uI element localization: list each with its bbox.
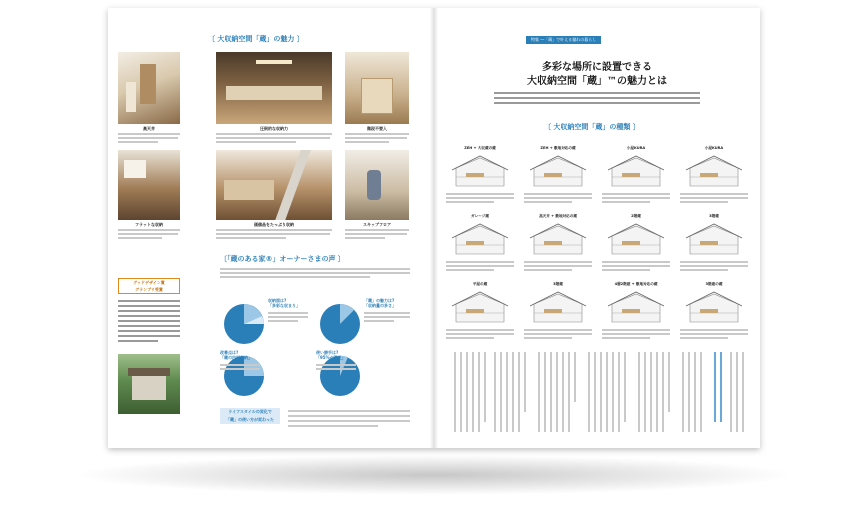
house-type-label: 2階蔵 [631,214,641,218]
pie-2 [320,304,360,344]
page-shadow [70,455,797,495]
photo-no-stairs [345,52,409,124]
pie-question-1: 収納面は? 「多彩な収まり」 [268,298,300,308]
house-illustration [524,220,592,258]
pie-4 [320,356,360,396]
photo-skip-floor [345,150,409,220]
pie-question-2: 「蔵」の魅力は? 「収納量の多さ」 [364,298,396,308]
caption-5: 価値品をたっぷり収納 [254,222,294,227]
house-illustration [602,152,670,190]
left-section-title: 〔 大収納空間「蔵」の魅力 〕 [208,35,304,43]
lifestyle-box: ライフスタイルの変化で 「蔵」の使い方が変わった [220,408,280,424]
owners-voice-title: 〔「蔵のある家®」オーナーさまの声 〕 [220,255,345,263]
house-illustration [446,288,514,326]
house-illustration [602,288,670,326]
caption-2: 圧倒的な収納力 [260,126,288,131]
house-type-label: ガレージ蔵 [471,214,489,218]
caption-4: フラットな収納 [135,222,163,227]
house-type-label: ZEH + 敷地対応の蔵 [540,146,576,150]
house-illustration [524,288,592,326]
pie-question-4: 使い勝手は? 「95%が満足」 [316,350,346,360]
house-type-label: 高天井 + 敷地対応の蔵 [539,214,577,218]
feature-tag: 特集 ―「蔵」で叶える憧れの暮らし [526,36,601,44]
house-illustration [446,152,514,190]
house-type-label: 3階蔵 [553,282,563,286]
house-type-label: 3階蔵 [709,214,719,218]
house-type-label: 4層2階建 + 敷地対応の蔵 [614,282,658,286]
award-badge: グッドデザイン賞 グランプリ受賞 [118,278,180,294]
photo-flat-storage [118,150,180,220]
right-section-title: 〔 大収納空間「蔵」の種類 〕 [544,123,640,131]
pie-question-3: 改善点は? 「蔵の内部収納」 [220,350,252,360]
house-type-label: 小屋KURA [626,146,646,150]
house-illustration [524,152,592,190]
house-illustration [446,220,514,258]
house-illustration [680,288,748,326]
photo-high-ceiling [118,52,180,124]
caption-6: スキップフロア [363,222,391,227]
brochure-spread [108,8,760,448]
headline-line-1: 多彩な場所に設置できる [542,62,652,73]
house-type-label: 小屋KURA [704,146,724,150]
house-type-label: 3階建の蔵 [705,282,723,286]
pie-3 [224,356,264,396]
house-type-label: 平屋の蔵 [472,282,488,286]
right-page [434,8,760,448]
house-illustration [602,220,670,258]
house-type-label: ZEH + 大収蔵の蔵 [464,146,496,150]
caption-1: 高天井 [143,126,155,131]
pie-1 [224,304,264,344]
headline-line-2: 大収納空間「蔵」™の魅力とは [527,76,667,87]
photo-large-storage [216,52,332,124]
left-page [108,8,434,448]
house-illustration [680,220,748,258]
caption-3: 階段不要入 [367,126,387,131]
photo-award-house [118,354,180,414]
survey-pie-charts [220,294,410,404]
photo-valuables [216,150,332,220]
house-illustration [680,152,748,190]
